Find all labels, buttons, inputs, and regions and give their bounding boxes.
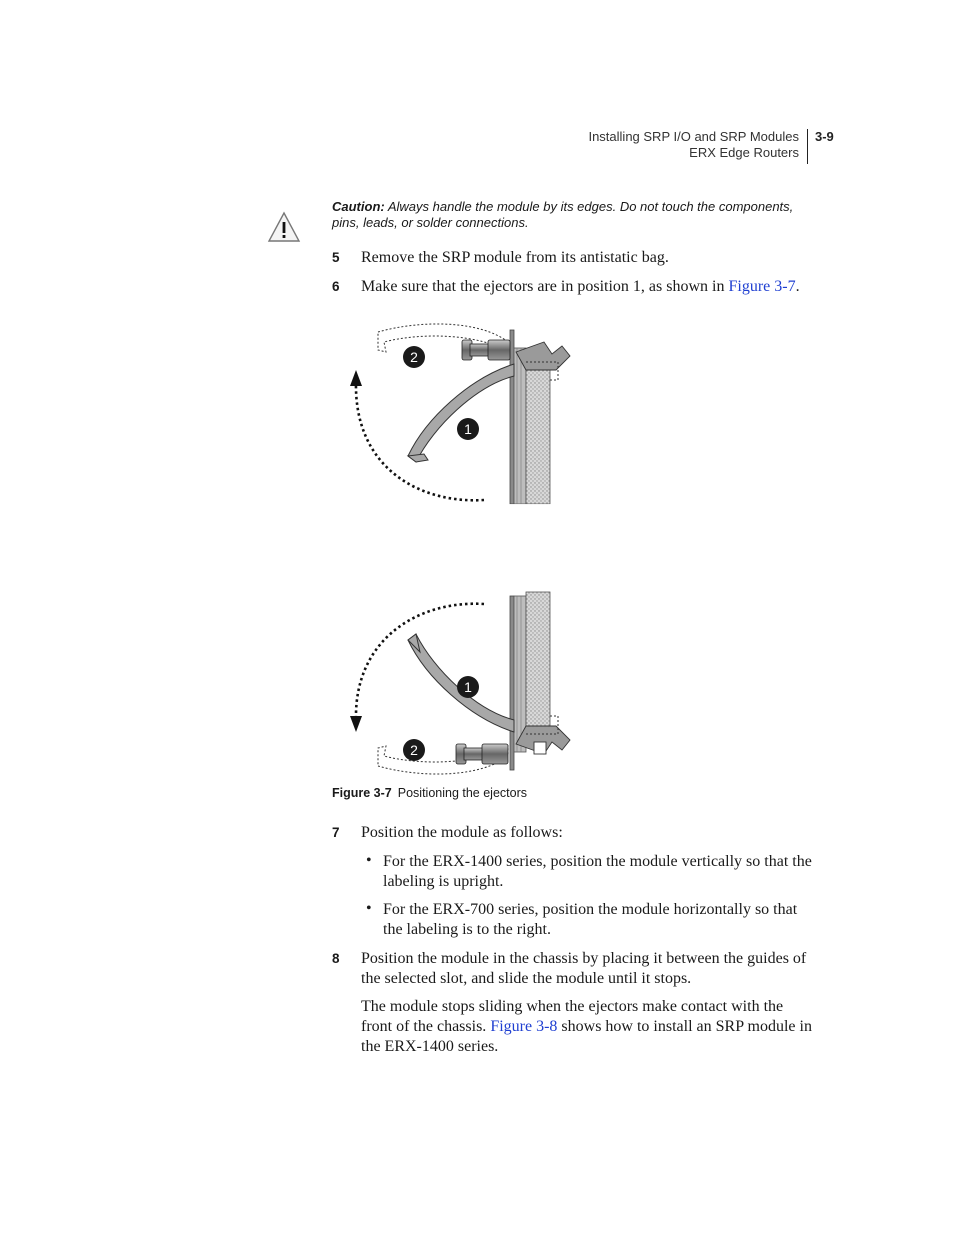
bullet-1-text: For the ERX-1400 series, position the module vertically so that the labeling is upright. [383,853,812,890]
header-product: ERX Edge Routers [689,144,799,160]
step-8b-post: shows how to install an SRP module in the ERX-1400 series. [361,1018,812,1055]
bottom-marker-2: 2 [410,742,418,758]
step-8b-pre: The module stops sliding when the ejectors make contact with the front of the chassis. [361,998,784,1035]
step-5-text: Remove the SRP module from its antistatic bag. [361,249,669,266]
step-number-7: 7 [332,825,340,840]
page-number: 3-9 [815,129,834,144]
figure-label: Figure 3-7 [332,786,392,800]
bullet-2-text: For the ERX-700 series, position the module horizontally so that the labeling is to the right. [383,901,798,938]
bottom-marker-1: 1 [464,679,472,695]
step-6-post: . [795,278,800,295]
figure-caption-text: Positioning the ejectors [397,786,527,800]
top-marker-1: 1 [464,421,472,437]
caution-text: Always handle the module by its edges. Do not touch the components, pins, leads, or solder connections. [332,199,794,230]
bottom-module-view [350,572,570,774]
bottom-connector-icon [456,744,508,764]
warning-triangle-icon [267,211,301,243]
figure-3-8-link[interactable]: Figure 3-8 [490,1018,558,1035]
step-6-text [361,277,816,297]
bullet-2-marker: • [366,900,372,917]
bullet-1-marker: • [366,852,372,869]
running-header [560,129,799,160]
step-number-6: 6 [332,279,340,294]
figure-3-7-link[interactable]: Figure 3-7 [728,278,796,295]
step-number-5: 5 [332,250,340,265]
top-module-view [350,324,570,540]
step-number-8: 8 [332,951,340,966]
step-7-text: Position the module as follows: [361,824,563,841]
top-marker-2: 2 [410,349,418,365]
caution-note [332,199,812,231]
figure-caption [332,786,527,800]
header-chapter-title: Installing SRP I/O and SRP Modules [588,129,799,144]
step-6-pre: Make sure that the ejectors are in position 1, as shown in [361,278,729,295]
step-8-text: Position the module in the chassis by placing it between the guides of the selected slot, and slide the module until it stops. [361,950,807,987]
header-divider [807,129,808,164]
caution-label: Caution: [332,199,385,214]
step-8-followup [361,997,816,1057]
ejector-figure [330,318,580,788]
